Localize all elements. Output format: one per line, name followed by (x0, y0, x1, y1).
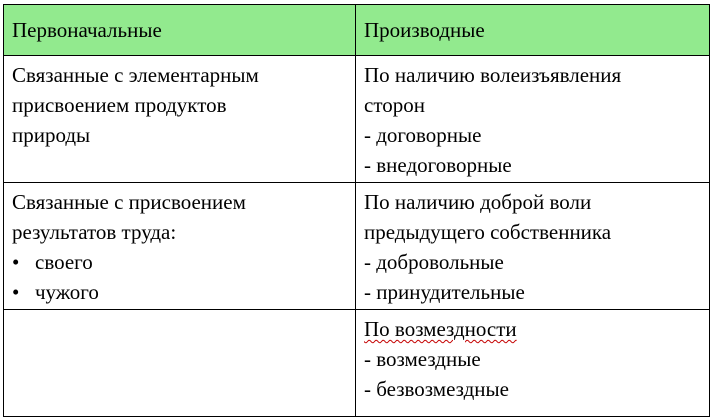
cell-text-line: По наличию волеизъявления (364, 63, 622, 87)
bullet-item (12, 277, 347, 307)
table-cell (356, 56, 710, 183)
table-row (4, 183, 710, 310)
cell-text-line: - добровольные (364, 250, 504, 274)
cell-text-line: сторон (364, 93, 425, 117)
header-cell-original (4, 5, 356, 56)
spellcheck-underlined-text: По возмездности (364, 317, 517, 341)
table-cell (4, 56, 356, 183)
header-row (4, 5, 710, 56)
cell-text-line: - принудительные (364, 280, 525, 304)
cell-text-line: Связанные с элементарным (12, 63, 259, 87)
bullet-icon: • (12, 250, 20, 274)
cell-text-line (364, 314, 701, 344)
header-cell-derivative (356, 5, 710, 56)
table-row (4, 56, 710, 183)
table-cell (356, 183, 710, 310)
header-label-derivative: Производные (364, 18, 485, 42)
cell-text-line: результатов труда: (12, 220, 177, 244)
cell-text-line: присвоением продуктов (12, 93, 227, 117)
bullet-text: чужого (35, 280, 99, 304)
cell-text-line: Связанные с присвоением (12, 190, 246, 214)
cell-text-line: природы (12, 123, 91, 147)
cell-text-line: предыдущего собственника (364, 220, 612, 244)
cell-text-line: - договорные (364, 123, 482, 147)
table-cell (4, 183, 356, 310)
cell-text-line: - внедоговорные (364, 153, 512, 177)
bullet-item (12, 247, 347, 277)
header-label-original: Первоначальные (12, 18, 162, 42)
classification-table (3, 4, 710, 417)
cell-text-line: - возмездные (364, 347, 481, 371)
cell-text-line: - безвозмездные (364, 377, 509, 401)
bullet-text: своего (35, 250, 93, 274)
table-cell (356, 310, 710, 417)
table-cell-empty (4, 310, 356, 417)
cell-text-line: По наличию доброй воли (364, 190, 592, 214)
table-row (4, 310, 710, 417)
bullet-icon: • (12, 280, 20, 304)
